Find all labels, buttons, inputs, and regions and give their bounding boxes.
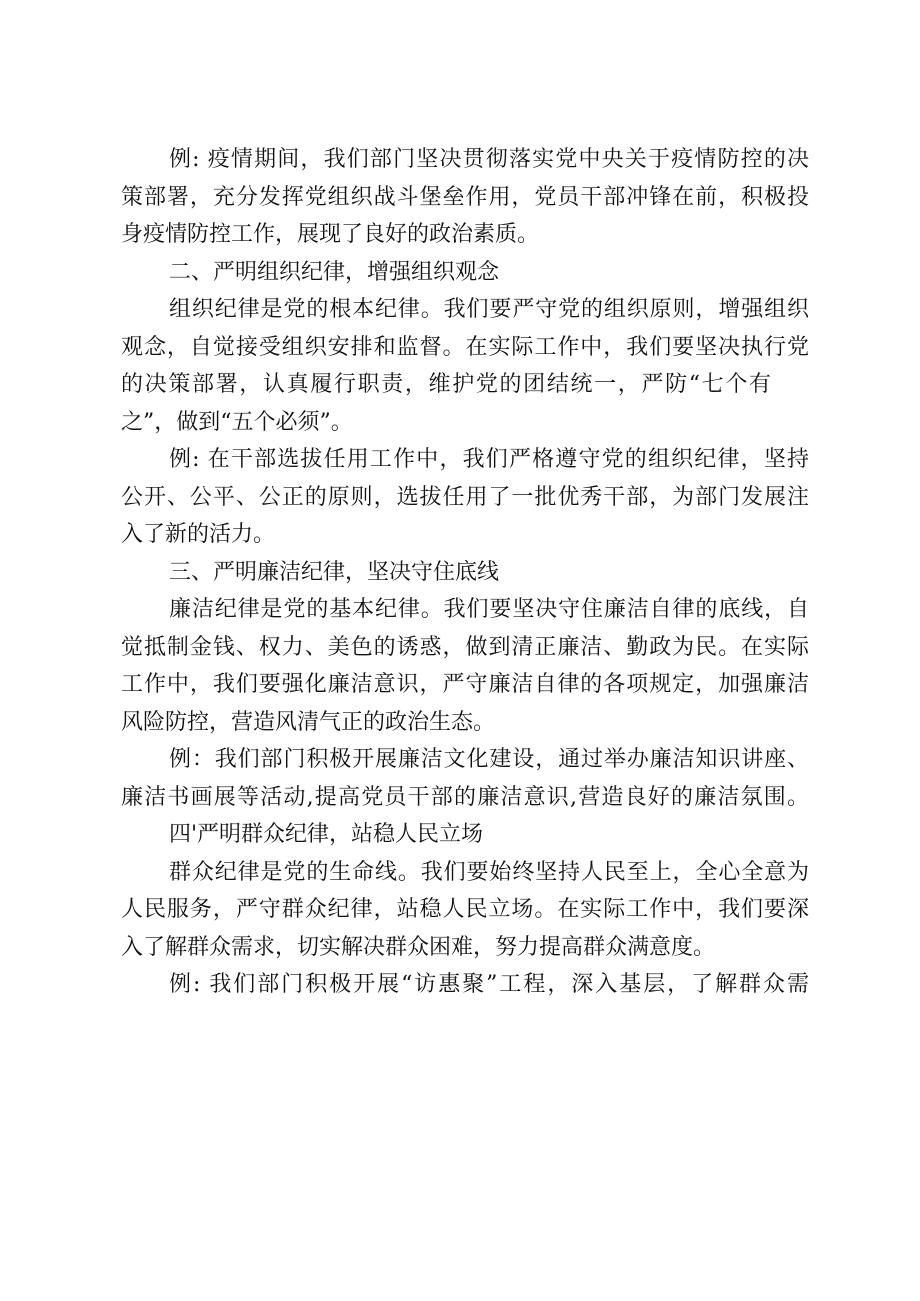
paragraph-line: 公开、公平、公正的原则，选拔任用了一批优秀干部，为部门发展注 — [121, 484, 809, 510]
section-heading: 三、严明廉洁纪律，坚决守住底线 — [169, 559, 500, 585]
paragraph-line: 廉洁书画展等活动,提高党员干部的廉洁意识,营造良好的廉洁氛围。 — [121, 784, 809, 810]
paragraph-line: 例: 疫情期间，我们部门坚决贯彻落实党中央关于疫情防控的决 — [169, 147, 809, 172]
paragraph-line: 组织纪律是党的根本纪律。我们要严守党的组织原则，增强组织 — [169, 297, 809, 322]
paragraph-line: 的决策部署，认真履行职责，维护党的团结统一，严防“七个有 — [121, 372, 771, 397]
paragraph-line: 风险防控，营造风清气正的政治生态。 — [121, 709, 496, 735]
paragraph-line: 廉洁纪律是党的基本纪律。我们要坚决守住廉洁自律的底线，自 — [169, 597, 809, 622]
paragraph-line: 例: 我们部门积极开展“访惠聚”工程，深入基层，了解群众需 — [169, 972, 809, 997]
paragraph-line: 例：我们部门积极开展廉洁文化建设，通过举办廉洁知识讲座、 — [169, 747, 809, 772]
paragraph-line: 例: 在干部选拔任用工作中，我们严格遵守党的组织纪律，坚持 — [169, 447, 809, 472]
paragraph-line: 群众纪律是党的生命线。我们要始终坚持人民至上，全心全意为 — [169, 859, 809, 885]
paragraph-line: 之”，做到“五个必须”。 — [121, 409, 353, 435]
section-heading: 二、严明组织纪律，增强组织观念 — [169, 259, 500, 285]
paragraph-line: 入了新的活力。 — [121, 522, 276, 547]
paragraph-line: 工作中，我们要强化廉洁意识，严守廉洁自律的各项规定，加强廉洁 — [121, 672, 809, 697]
paragraph-line: 觉抵制金钱、权力、美色的诱惑，做到清正廉洁、勤政为民。在实际 — [121, 634, 809, 660]
paragraph-line: 策部署，充分发挥党组织战斗堡垒作用，党员干部冲锋在前，积极投 — [121, 184, 809, 210]
section-heading: 四'严明群众纪律，站稳人民立场 — [169, 822, 484, 847]
paragraph-line: 人民服务，严守群众纪律，站稳人民立场。在实际工作中，我们要深 — [121, 897, 809, 922]
document-body — [121, 141, 809, 1004]
paragraph-line: 身疫情防控工作，展现了良好的政治素质。 — [121, 222, 540, 247]
paragraph-line: 观念，自觉接受组织安排和监督。在实际工作中，我们要坚决执行党 — [121, 334, 809, 360]
paragraph-line: 入了解群众需求，切实解决群众困难，努力提高群众满意度。 — [121, 934, 716, 960]
